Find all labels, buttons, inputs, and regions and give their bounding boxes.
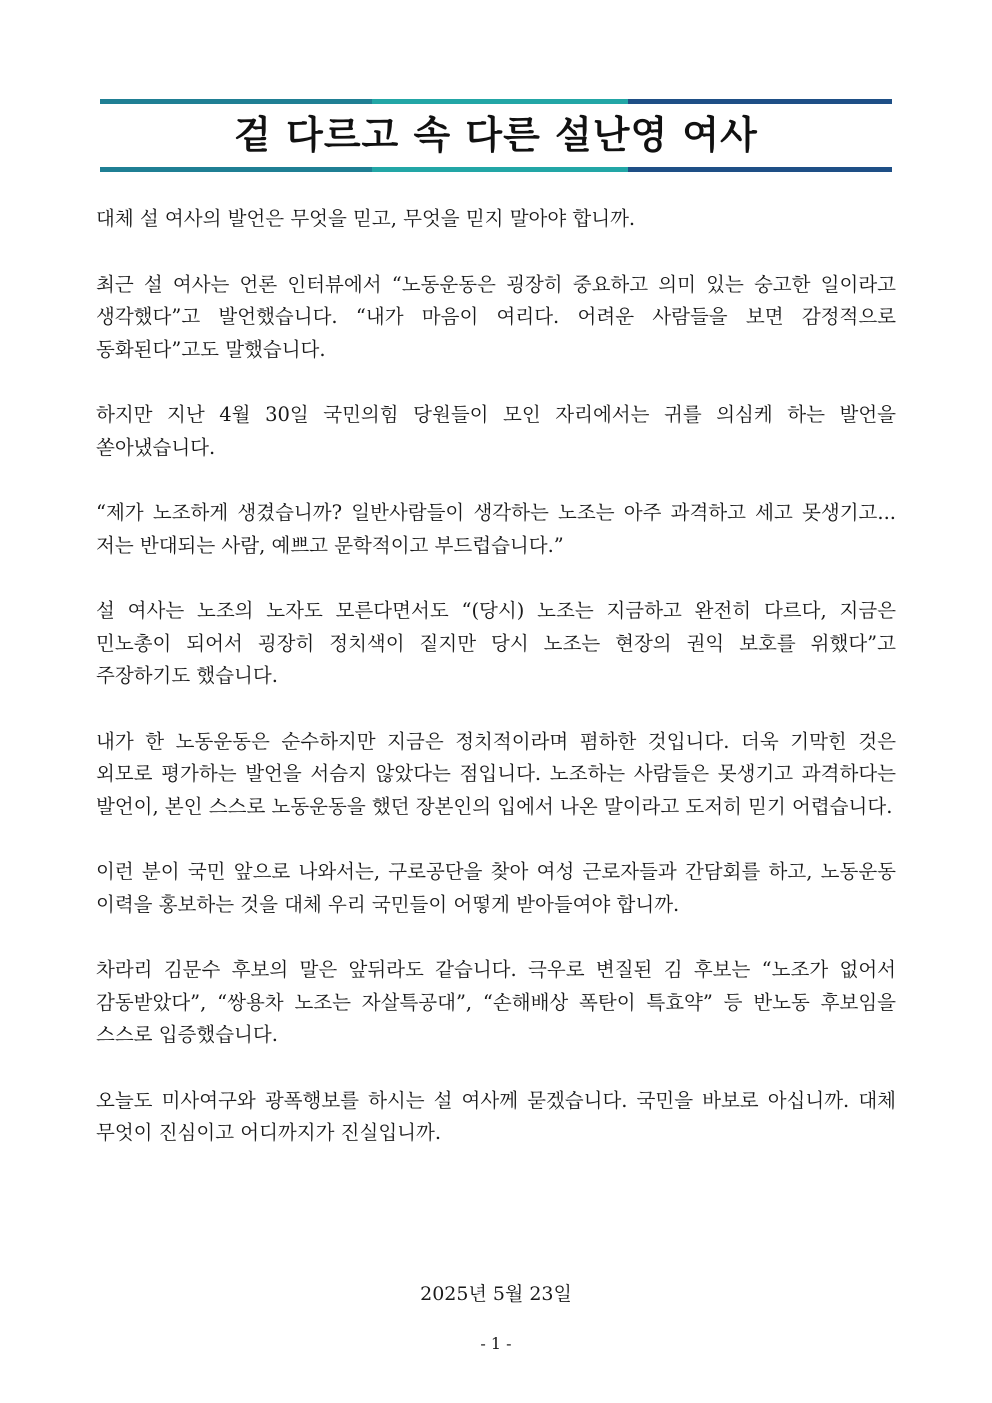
- header-rule-bottom: [100, 167, 892, 172]
- paragraph-2: 최근 설 여사는 언론 인터뷰에서 “노동운동은 굉장히 중요하고 의미 있는 숭고한 일이라고 생각했다”고 발언했습니다. “내가 마음이 여리다. 어려운 사람들을 보면 감정적으로 동화된다”고도 말했습니다.: [96, 272, 896, 361]
- rule-segment-left: [100, 167, 372, 172]
- paragraph-3: 하지만 지난 4월 30일 국민의힘 당원들이 모인 자리에서는 귀를 의심케 하는 발언을 쏟아냈습니다.: [96, 403, 896, 459]
- paragraph-7: 이런 분이 국민 앞으로 나와서는, 구로공단을 찾아 여성 근로자들과 간담회를 하고, 노동운동 이력을 홍보하는 것을 대체 우리 국민들이 어떻게 받아들여야 합니까.: [96, 860, 896, 916]
- rule-segment-middle: [372, 167, 628, 172]
- paragraph-1: 대체 설 여사의 발언은 무엇을 믿고, 무엇을 믿지 말아야 합니까.: [96, 207, 636, 230]
- paragraph-8: 차라리 김문수 후보의 말은 앞뒤라도 같습니다. 극우로 변질된 김 후보는 “노조가 없어서 감동받았다”, “쌍용차 노조는 자살특공대”, “손해배상 폭탄이 특효약” 등 반노동 후보임을 스스로 입증했습니다.: [96, 958, 896, 1046]
- document-date: 2025년 5월 23일: [420, 1283, 572, 1305]
- paragraph-5: 설 여사는 노조의 노자도 모른다면서도 “(당시) 노조는 지금하고 완전히 다르다, 지금은 민노총이 되어서 굉장히 정치색이 짙지만 당시 노조는 현장의 권익 보호를 위했다”고 주장하기도 했습니다.: [96, 599, 896, 687]
- rule-segment-left: [100, 99, 372, 104]
- paragraph-4: “제가 노조하게 생겼습니까? 일반사람들이 생각하는 노조는 아주 과격하고 세고 못생기고... 저는 반대되는 사람, 예쁘고 문학적이고 부드럽습니다.”: [96, 501, 896, 557]
- document-title: 겉 다르고 속 다른 설난영 여사: [234, 113, 758, 157]
- rule-segment-right: [628, 167, 892, 172]
- paragraph-9: 오늘도 미사여구와 광폭행보를 하시는 설 여사께 묻겠습니다. 국민을 바보로 아십니까. 대체 무엇이 진심이고 어디까지가 진실입니까.: [96, 1088, 896, 1144]
- rule-segment-middle: [372, 99, 628, 104]
- rule-segment-right: [628, 99, 892, 104]
- page-number: - 1 -: [480, 1334, 512, 1353]
- paragraph-6: 내가 한 노동운동은 순수하지만 지금은 정치적이라며 폄하한 것입니다. 더욱 기막힌 것은 외모로 평가하는 발언을 서슴지 않았다는 점입니다. 노조하는 사람들은 못생기고 과격하다는 발언이, 본인 스스로 노동운동을 했던 장본인의 입에서 나온 말이라고 도저히 믿기 어렵습니다.: [96, 729, 896, 818]
- header-rule-top: [100, 99, 892, 104]
- document-body: [96, 203, 896, 1183]
